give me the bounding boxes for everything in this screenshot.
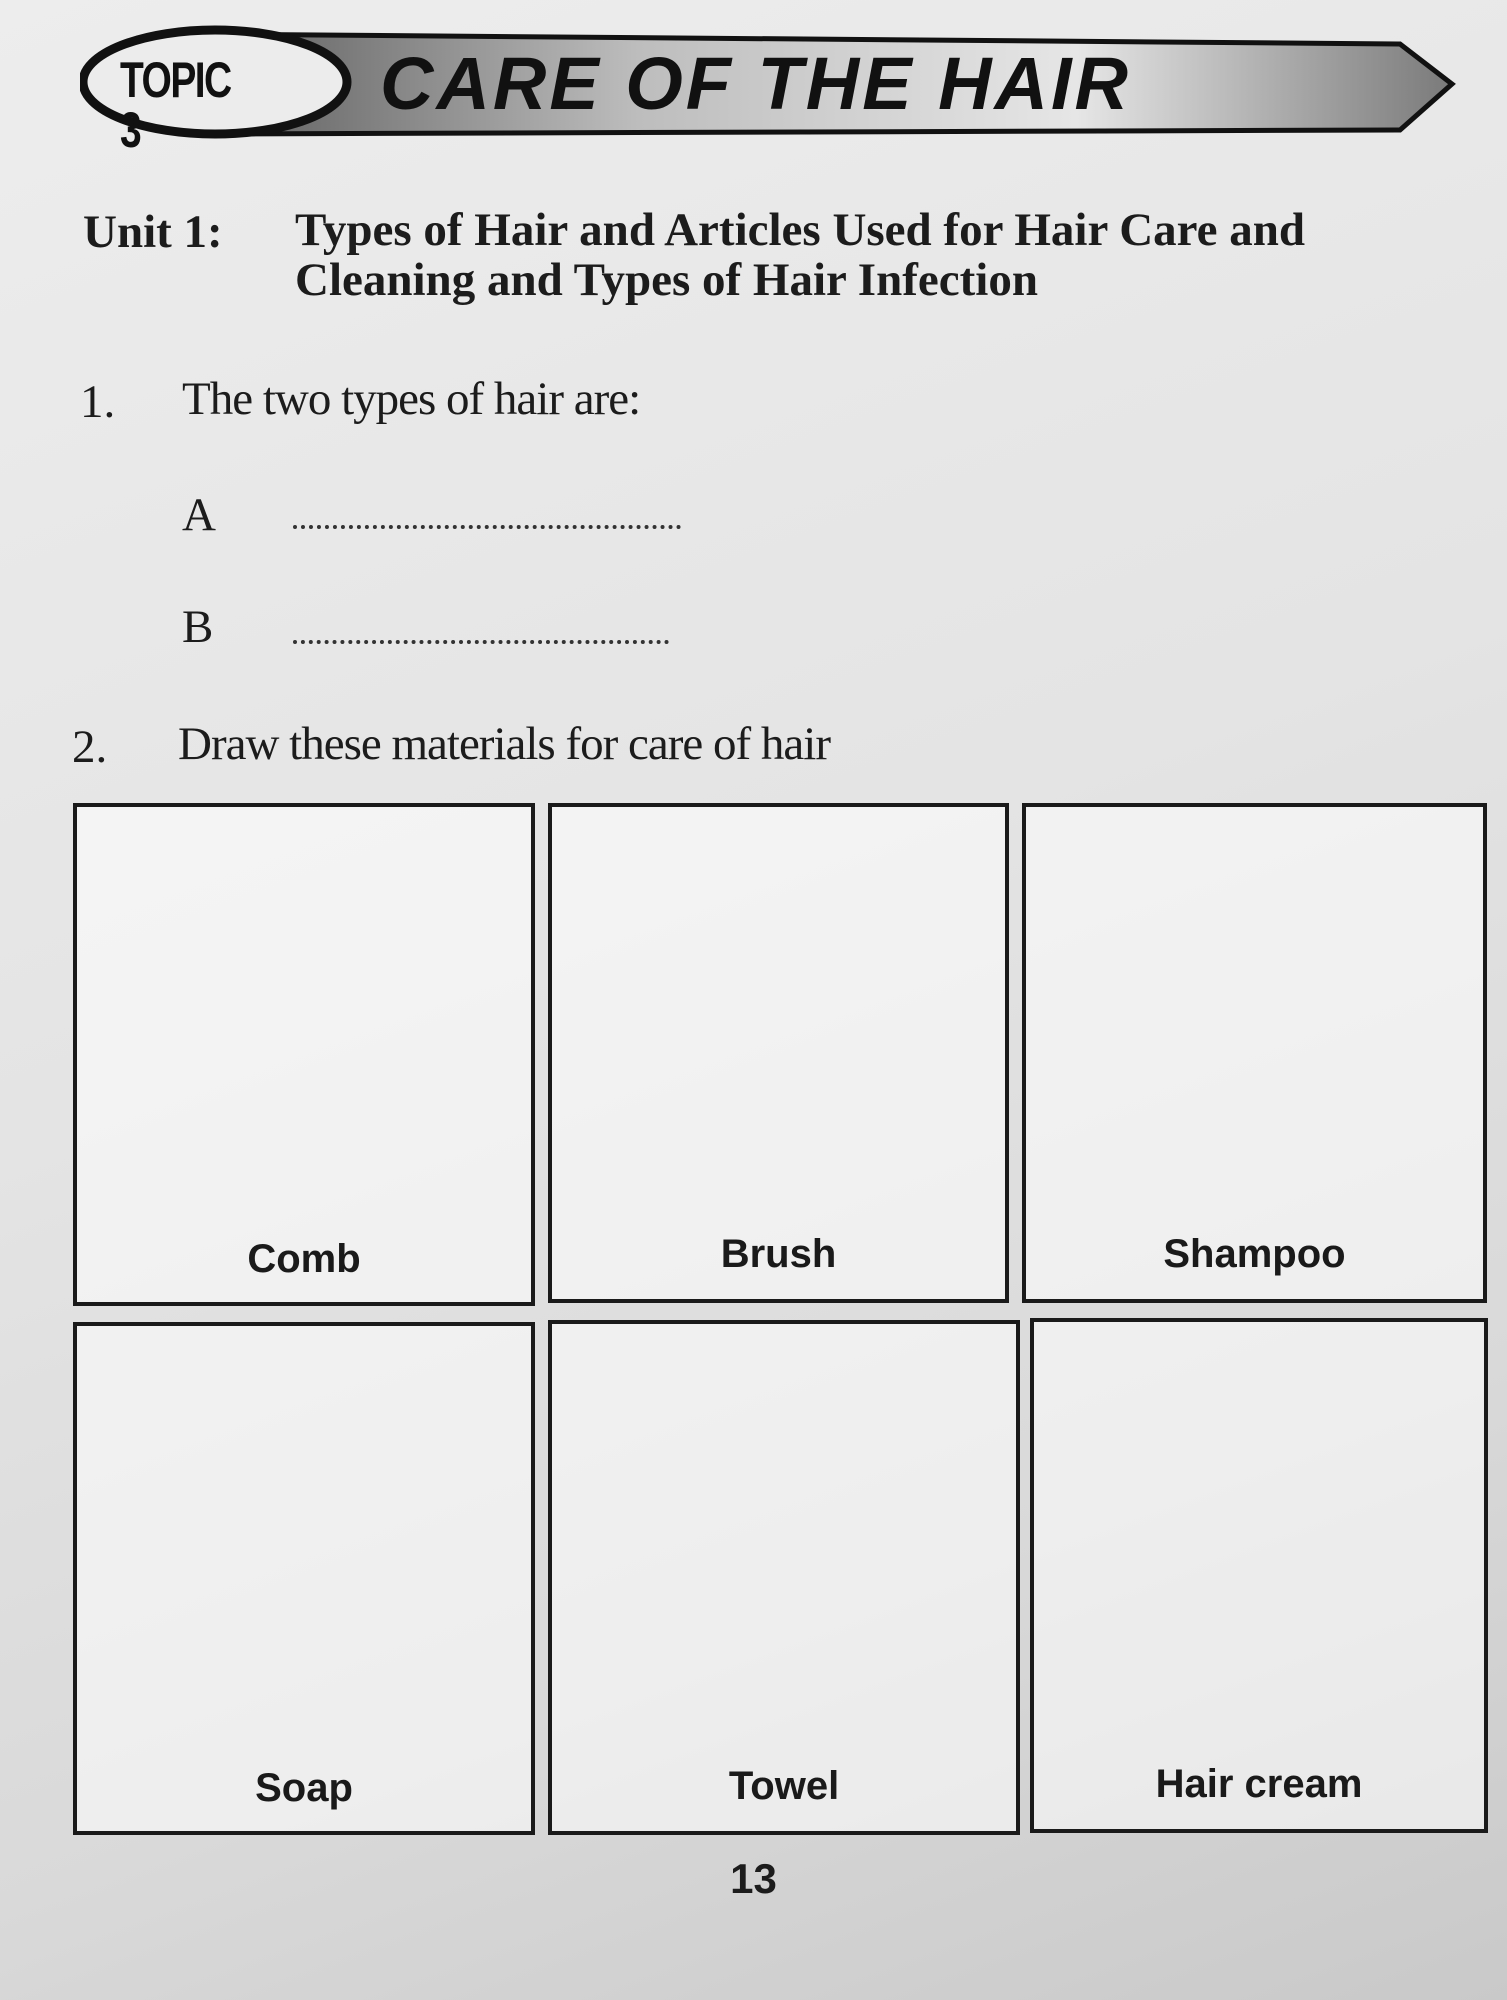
question-1-text: The two types of hair are: [182,373,641,425]
page-number: 13 [730,1855,777,1902]
option-b-answer-line[interactable] [293,640,669,644]
drawing-box-soap[interactable] [73,1322,535,1835]
drawing-box-towel[interactable] [548,1320,1020,1835]
box-label-brush: Brush [720,1232,837,1276]
drawing-box-shampoo[interactable] [1022,803,1487,1303]
box-label-hair-cream: Hair cream [1155,1762,1363,1806]
drawing-box-brush[interactable] [548,803,1009,1303]
option-b-letter: B [182,601,214,653]
question-2-text: Draw these materials for care of hair [178,718,830,770]
box-label-towel: Towel [728,1764,840,1808]
box-label-soap: Soap [255,1766,353,1810]
topic-banner [80,22,1460,158]
topic-title: CARE OF THE HAIR [380,42,1131,125]
option-a-answer-line[interactable] [293,525,681,529]
unit-label: Unit 1: [83,206,223,258]
question-1-number: 1. [80,376,116,428]
box-label-comb: Comb [247,1237,361,1281]
question-2-number: 2. [72,721,108,773]
topic-label: TOPIC 3 [120,52,231,158]
unit-title: Types of Hair and Articles Used for Hair Care and Cleaning and Types of Hair Infection [295,204,1306,306]
drawing-box-hair-cream[interactable] [1030,1318,1488,1833]
box-label-shampoo: Shampoo [1163,1232,1346,1276]
option-a-letter: A [182,489,216,541]
drawing-box-comb[interactable] [73,803,535,1306]
